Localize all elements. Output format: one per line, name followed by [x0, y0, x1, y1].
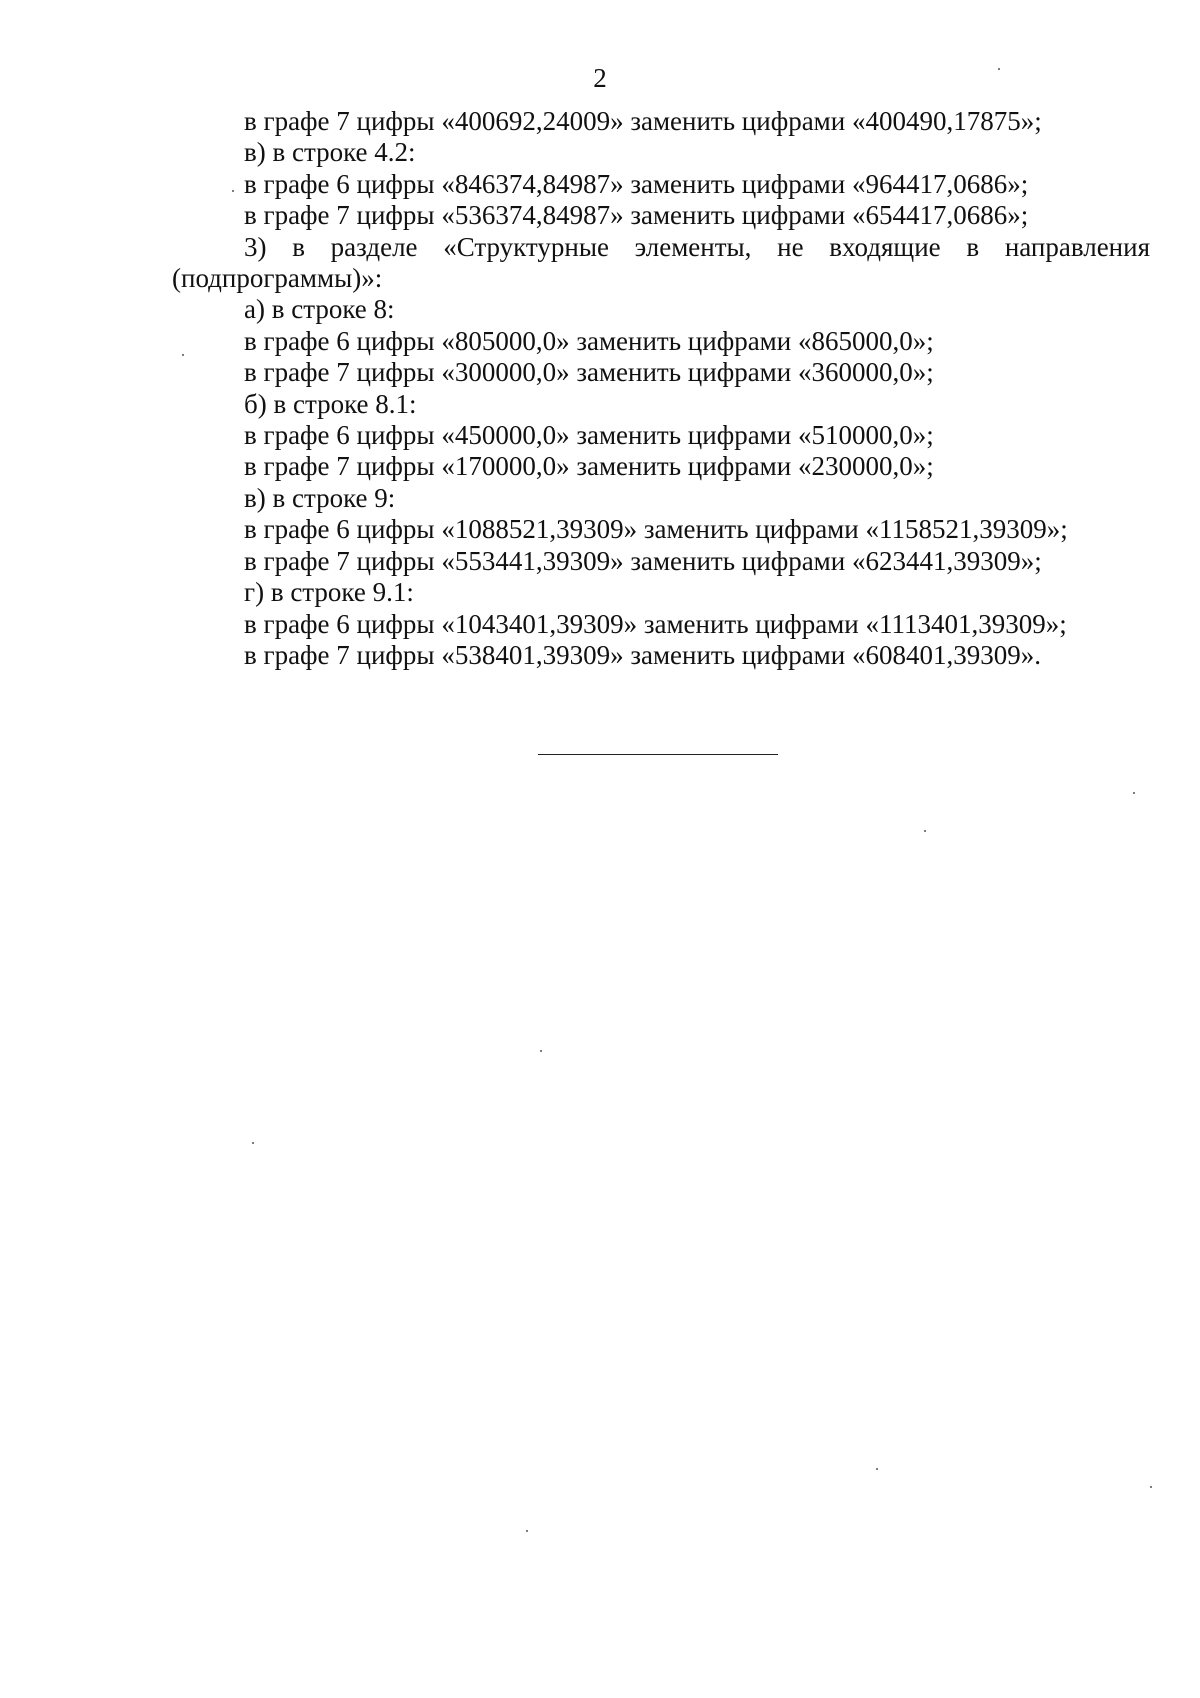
text-line: в графе 7 цифры «400692,24009» заменить цифрами «400490,17875»;: [244, 106, 1042, 136]
section-heading-line: 3) в разделе «Структурные элементы, не входящие в направления: [244, 231, 1150, 262]
scan-speck: [924, 830, 926, 832]
scan-speck: [1133, 792, 1135, 794]
text-line: в) в строке 4.2:: [244, 137, 416, 168]
text-line: в) в строке 9:: [244, 482, 396, 513]
text-line: в графе 6 цифры «846374,84987» заменить цифрами «964417,0686»;: [244, 168, 1029, 199]
text-line: в графе 7 цифры «300000,0» заменить цифрами «360000,0»;: [244, 357, 934, 388]
text-line: в графе 6 цифры «1043401,39309» заменить цифрами «1113401,39309»;: [244, 608, 1067, 639]
text-line: в графе 7 цифры «538401,39309» заменить цифрами «608401,39309».: [244, 639, 1041, 670]
scan-speck: [876, 1468, 878, 1470]
text-line: г) в строке 9.1:: [244, 577, 414, 608]
text-line: а) в строке 8:: [244, 294, 395, 325]
scan-speck: [252, 1142, 254, 1144]
text-line: в графе 7 цифры «553441,39309» заменить цифрами «623441,39309»;: [244, 545, 1042, 576]
end-of-document-rule: [538, 754, 778, 755]
document-body: [172, 106, 1150, 671]
page-number: 2: [593, 63, 607, 93]
scan-speck: [998, 68, 1000, 70]
scan-speck: [1150, 1486, 1152, 1488]
scan-speck: [526, 1530, 528, 1532]
text-line: в графе 6 цифры «805000,0» заменить цифрами «865000,0»;: [244, 325, 934, 356]
text-line: в графе 6 цифры «450000,0» заменить цифрами «510000,0»;: [244, 420, 934, 451]
text-line: в графе 7 цифры «170000,0» заменить цифрами «230000,0»;: [244, 451, 934, 482]
scan-speck: [540, 1050, 542, 1052]
text-line: в графе 7 цифры «536374,84987» заменить цифрами «654417,0686»;: [244, 200, 1029, 231]
text-line: в графе 6 цифры «1088521,39309» заменить цифрами «1158521,39309»;: [244, 514, 1068, 545]
text-line: (подпрограммы)»:: [172, 263, 383, 294]
scan-speck: [232, 190, 234, 192]
scan-speck: [182, 354, 184, 356]
text-line: б) в строке 8.1:: [244, 388, 417, 419]
